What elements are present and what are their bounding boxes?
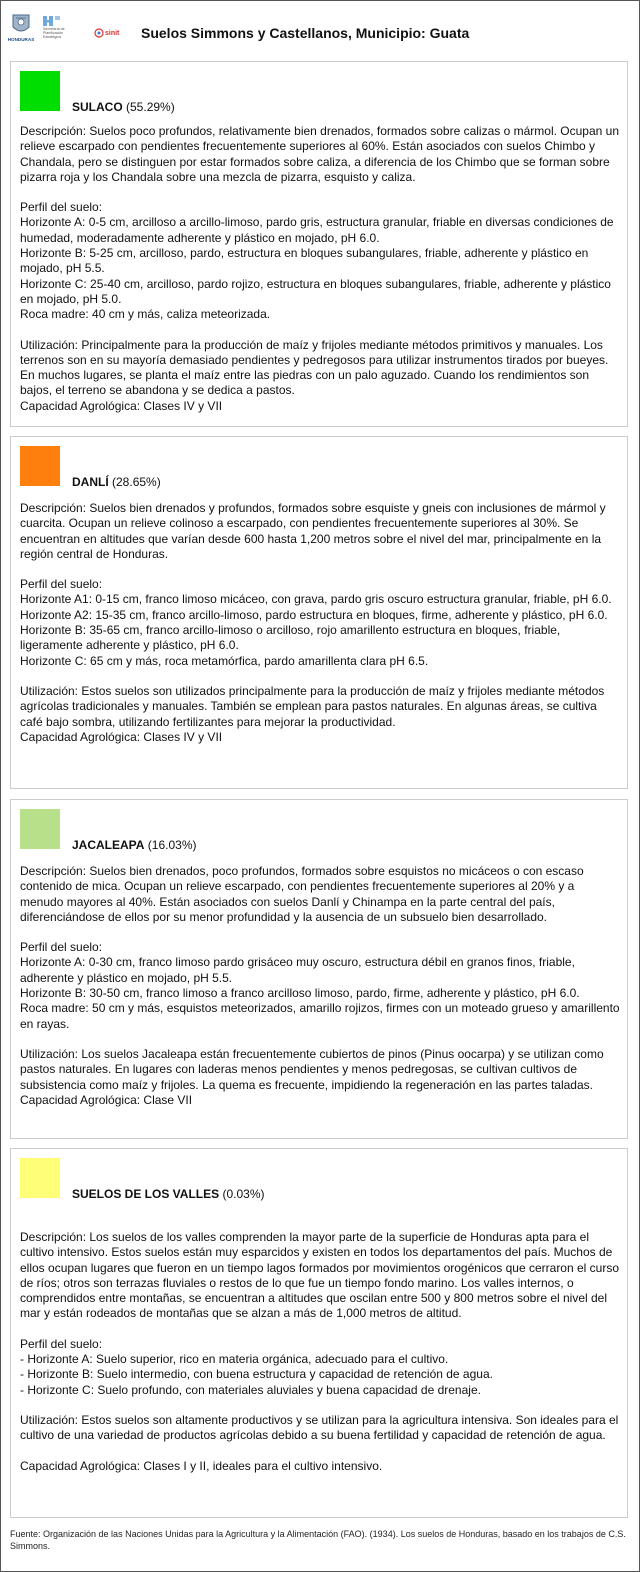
sinit-logo-icon [95, 29, 103, 37]
soil-color-swatch [20, 809, 60, 849]
soil-capacity: Capacidad Agrológica: Clase VII [20, 1092, 193, 1107]
soil-percentage: (55.29%) [126, 100, 175, 114]
soil-percentage: (0.03%) [222, 1187, 265, 1201]
soil-horizon: - Horizonte B: Suelo intermedio, con buena estructura y capacidad de retención de agua. [20, 1367, 493, 1382]
soil-capacity: Capacidad Agrológica: Clases I y II, ideales para el cultivo intensivo. [20, 1458, 383, 1473]
soil-body [20, 864, 620, 1108]
spa-logo-line-3: Estratégica [43, 35, 61, 39]
soil-horizon: Roca madre: 50 cm y más, esquistos meteorizados, amarillo rojizos, firmes con un moteado grueso y amarillento en rayas. [20, 1001, 620, 1031]
source-footnote: Fuente: Organización de las Naciones Unidas para la Agricultura y la Alimentación (FAO). (1934). Los suelos de Honduras, basado en los trabajos de C.S. Simmons. [10, 1529, 626, 1551]
soil-color-swatch [20, 1158, 60, 1198]
soil-usage: Utilización: Principalmente para la producción de maíz y frijoles mediante métodos primitivos y manuales. Los terrenos son en su mayoría demasiado pendientes y pedregosos para utilizar instrumentos tirados por bueyes. En muchos lugares, se planta el maíz entre las piedras con un palo aguzado. Cuando los rendimientos son bajos, el terreno se abandona y se dedica a pastos. [20, 337, 609, 398]
soil-name: SULACO [72, 100, 123, 114]
soil-title [72, 838, 197, 852]
soil-capacity: Capacidad Agrológica: Clases IV y VII [20, 729, 223, 744]
spa-logo-line-1: Secretaría de [43, 27, 65, 31]
soil-horizon: Roca madre: 40 cm y más, caliza meteorizada. [20, 307, 271, 322]
soil-body [20, 1230, 620, 1474]
soil-percentage: (16.03%) [147, 838, 197, 852]
soil-title [72, 475, 161, 489]
soil-title [72, 100, 175, 114]
soil-body [20, 124, 620, 414]
soil-profile-title: Perfil del suelo: [20, 577, 103, 592]
soil-body [20, 501, 620, 745]
soil-usage: Utilización: Estos suelos son altamente productivos y se utilizan para la agricultura intensiva. Son ideales para el cultivo de una variedad de productos agrícolas debido a su buena fertilidad y capacidad de retención de agua. [20, 1412, 619, 1443]
soil-description: Descripción: Suelos bien drenados y profundos, formados sobre esquiste y gneis con inclusiones de mármol y cuarcita. Ocupan un relieve colinoso a escarpado, con pendientes frecuentemente superiores al 30%. Se encuentran en altitudes que varían desde 600 hasta 1,200 metros sobre el nivel del mar, principalmente en la región central de Honduras. [20, 501, 606, 561]
soil-color-swatch [20, 71, 60, 111]
soil-horizon: - Horizonte A: Suelo superior, rico en materia orgánica, adecuado para el cultivo. [20, 1352, 449, 1367]
soil-horizon: Horizonte B: 30-50 cm, franco limoso a franco arcilloso limoso, pardo, firme, adherente y plástico, pH 6.0. [20, 986, 580, 1001]
soil-usage: Utilización: Estos suelos son utilizados principalmente para la producción de maíz y frijoles mediante métodos agrícolas tradicionales y manuales. También se emplean para pastos naturales. En algunas áreas, se cultiva café bajo sombra, utilizando fertilizantes para mejorar la productividad. [20, 683, 605, 729]
soil-card-danli [10, 436, 628, 789]
soil-percentage: (28.65%) [112, 475, 161, 489]
soil-horizon: Horizonte C: 65 cm y más, roca metamórfica, pardo amarillenta clara pH 6.5. [20, 653, 429, 668]
soil-horizon: Horizonte A1: 0-15 cm, franco limoso micáceo, con grava, pardo gris oscuro estructura granular, friable, pH 6.0. [20, 592, 612, 607]
soil-profile-title: Perfil del suelo: [20, 1336, 103, 1351]
soil-horizon: Horizonte C: 25-40 cm, arcilloso, pardo rojizo, estructura en bloques subangulares, friable, adherente y plástico en mojado, pH 5.0. [20, 276, 611, 306]
soil-name: JACALEAPA [72, 838, 145, 852]
honduras-logo-text: HONDURAS [7, 37, 35, 42]
honduras-emblem-icon [13, 15, 29, 31]
soil-card-jacaleapa [10, 799, 628, 1139]
soil-usage: Utilización: Los suelos Jacaleapa están frecuentemente cubiertos de pinos (Pinus oocarpa) y se utilizan como pastos naturales. En lugares con laderas menos pendientes y menos pedregosas, se cultivan cultivos de subsistencia como maíz y frijoles. La quema es frecuente, impidiendo la regeneración en las partes taladas. [20, 1046, 604, 1092]
soil-horizon: Horizonte B: 5-25 cm, arcilloso, pardo, estructura en bloques subangulares, friable, adherente y plástico en mojado, pH 5.5. [20, 246, 589, 276]
soil-horizon: Horizonte A: 0-30 cm, franco limoso pardo grisáceo muy oscuro, estructura débil en granos finos, friable, adherente y plástico en mojado, pH 5.5. [20, 955, 575, 985]
soil-description: Descripción: Suelos poco profundos, relativamente bien drenados, formados sobre calizas o mármol. Ocupan un relieve escarpado con pendientes frecuentemente superiores al 60%. Están asociados con suelos Chimbo y Chandala, pero se distinguen por estar formados sobre caliza, a diferencia de los Chimbo que se forman sobre pizarra roja y los Chandala sobre una mezcla de pizarra, esquisto y caliza. [20, 124, 619, 184]
soil-profile-title: Perfil del suelo: [20, 200, 103, 215]
soil-horizon: Horizonte A2: 15-35 cm, franco arcillo-limoso, pardo estructura en bloques, firme, adherente y plástico, pH 6.0. [20, 607, 608, 622]
header [1, 1, 639, 53]
soil-horizon: - Horizonte C: Suelo profundo, con materiales aluviales y buena capacidad de drenaje. [20, 1382, 481, 1397]
spa-logo-icon [43, 16, 60, 26]
soil-name: SUELOS DE LOS VALLES [72, 1187, 220, 1201]
logos [7, 13, 133, 47]
soil-color-swatch [20, 446, 60, 486]
soil-card-sulaco [10, 61, 628, 427]
soil-name: DANLÍ [72, 475, 109, 489]
sinit-logo-text: sinit [105, 30, 120, 37]
soil-card-valles [10, 1148, 628, 1518]
page-title: Suelos Simmons y Castellanos, Municipio: Guata [141, 25, 470, 41]
soil-description: Descripción: Suelos bien drenados, poco profundos, formados sobre esquistos no micáceos o con escaso contenido de mica. Ocupan un relieve escarpado, con pendientes frecuentemente superiores al 20% y a menudo mayores al 40%. Están asociados con suelos Danlí y Chinampa en la parte central del país, diferenciándose de ellos por su menor profundidad y la ausencia de un subsuelo bien desarrollado. [20, 864, 584, 924]
soil-title [72, 1187, 265, 1201]
soil-description: Descripción: Los suelos de los valles comprenden la mayor parte de la superficie de Honduras apta para el cultivo intensivo. Estos suelos están muy esparcidos y existen en todos los departamentos del país. Muchos de ellos ocupan lugares que fueron en un tiempo lagos formados por movimientos orogénicos que cerraron el curso de ríos; otros son terrazas fluviales o restos de lo que fue un tiempo fondo marino. Los valles internos, o comprendidos entre montañas, se encuentran a altitudes que oscilan entre 500 y 800 metros sobre el nivel del mar y están rodeados de montañas que se alzan a más de 1,000 metros de altitud. [20, 1230, 620, 1321]
spa-logo-line-2: Planificación [43, 31, 64, 35]
soil-horizon: Horizonte B: 35-65 cm, franco arcillo-limoso o arcilloso, rojo amarillento estructura en bloques, friable, ligeramente adherente y plástico, pH 6.0. [20, 623, 561, 653]
soil-capacity: Capacidad Agrológica: Clases IV y VII [20, 398, 223, 413]
soil-profile-title: Perfil del suelo: [20, 940, 103, 955]
soil-horizon: Horizonte A: 0-5 cm, arcilloso a arcillo-limoso, pardo gris, estructura granular, friable en diversas condiciones de humedad, moderadamente adherente y plástico en mojado, pH 6.0. [20, 215, 614, 245]
